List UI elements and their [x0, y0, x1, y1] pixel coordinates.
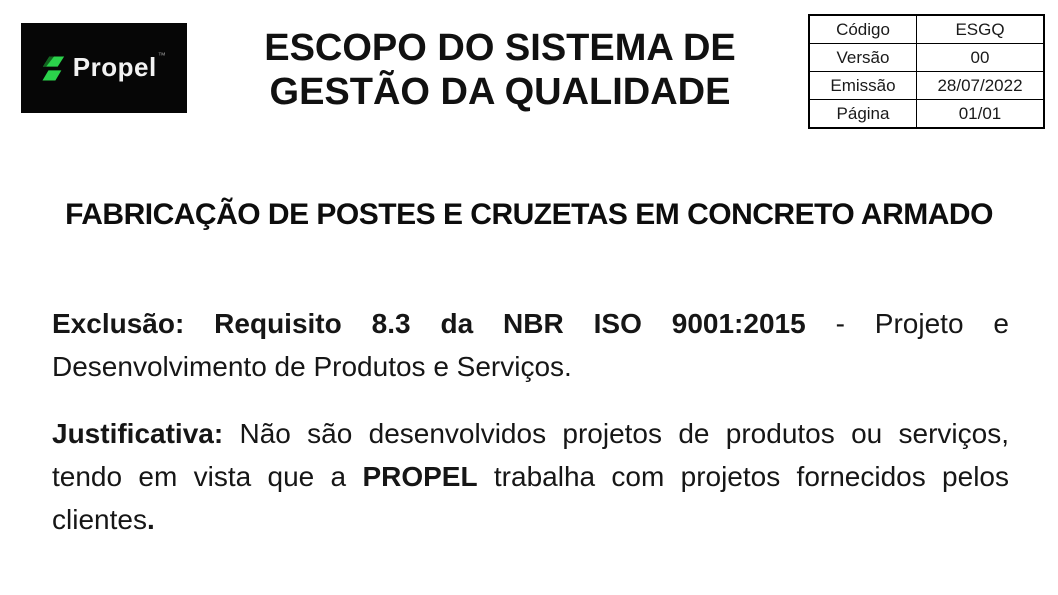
text-segment-bold: Exclusão: Requisito 8.3 da NBR ISO 9001:2015 [52, 308, 806, 339]
trademark-symbol: ™ [157, 51, 167, 60]
versao-label: Versão [809, 44, 917, 72]
text-segment-bold: . [146, 504, 155, 535]
scope-heading: FABRICAÇÃO DE POSTES E CRUZETAS EM CONCRETO ARMADO [65, 198, 993, 231]
text-segment: - Projeto e [805, 308, 1009, 339]
emissao-label: Emissão [809, 72, 917, 100]
text-segment: tendo em vista que a [52, 461, 363, 492]
table-row-emissao [809, 72, 1044, 100]
text-line [52, 302, 1009, 345]
codigo-value: ESGQ [917, 15, 1045, 44]
table-row-pagina [809, 100, 1044, 129]
pagina-value: 01/01 [917, 100, 1045, 129]
text-line [52, 498, 1009, 541]
document-title-line2: GESTÃO DA QUALIDADE [269, 71, 731, 113]
text-segment: Não são desenvolvidos projetos de produtos ou serviços, [223, 418, 1009, 449]
text-line [52, 345, 1009, 388]
text-line [52, 412, 1009, 455]
emissao-value: 28/07/2022 [917, 72, 1045, 100]
exclusion-paragraph [52, 302, 1009, 388]
text-segment: Desenvolvimento de Produtos e Serviços. [52, 351, 572, 382]
justification-paragraph [52, 412, 1009, 541]
text-segment-bold: Justificativa: [52, 418, 224, 449]
pagina-label: Página [809, 100, 917, 129]
document-info-table [808, 14, 1045, 129]
table-row-versao [809, 44, 1044, 72]
versao-value: 00 [917, 44, 1045, 72]
brand-name: Propel [72, 52, 157, 82]
text-segment: trabalha com projetos fornecidos pelos [477, 461, 1009, 492]
document-title [150, 26, 850, 114]
text-line [52, 455, 1009, 498]
text-segment: clientes [52, 504, 147, 535]
table-row-codigo [809, 15, 1044, 44]
document-title-line1: ESCOPO DO SISTEMA DE [264, 27, 736, 69]
propel-leaf-icon [42, 55, 66, 82]
codigo-label: Código [809, 15, 917, 44]
text-segment-bold: PROPEL [362, 461, 478, 492]
